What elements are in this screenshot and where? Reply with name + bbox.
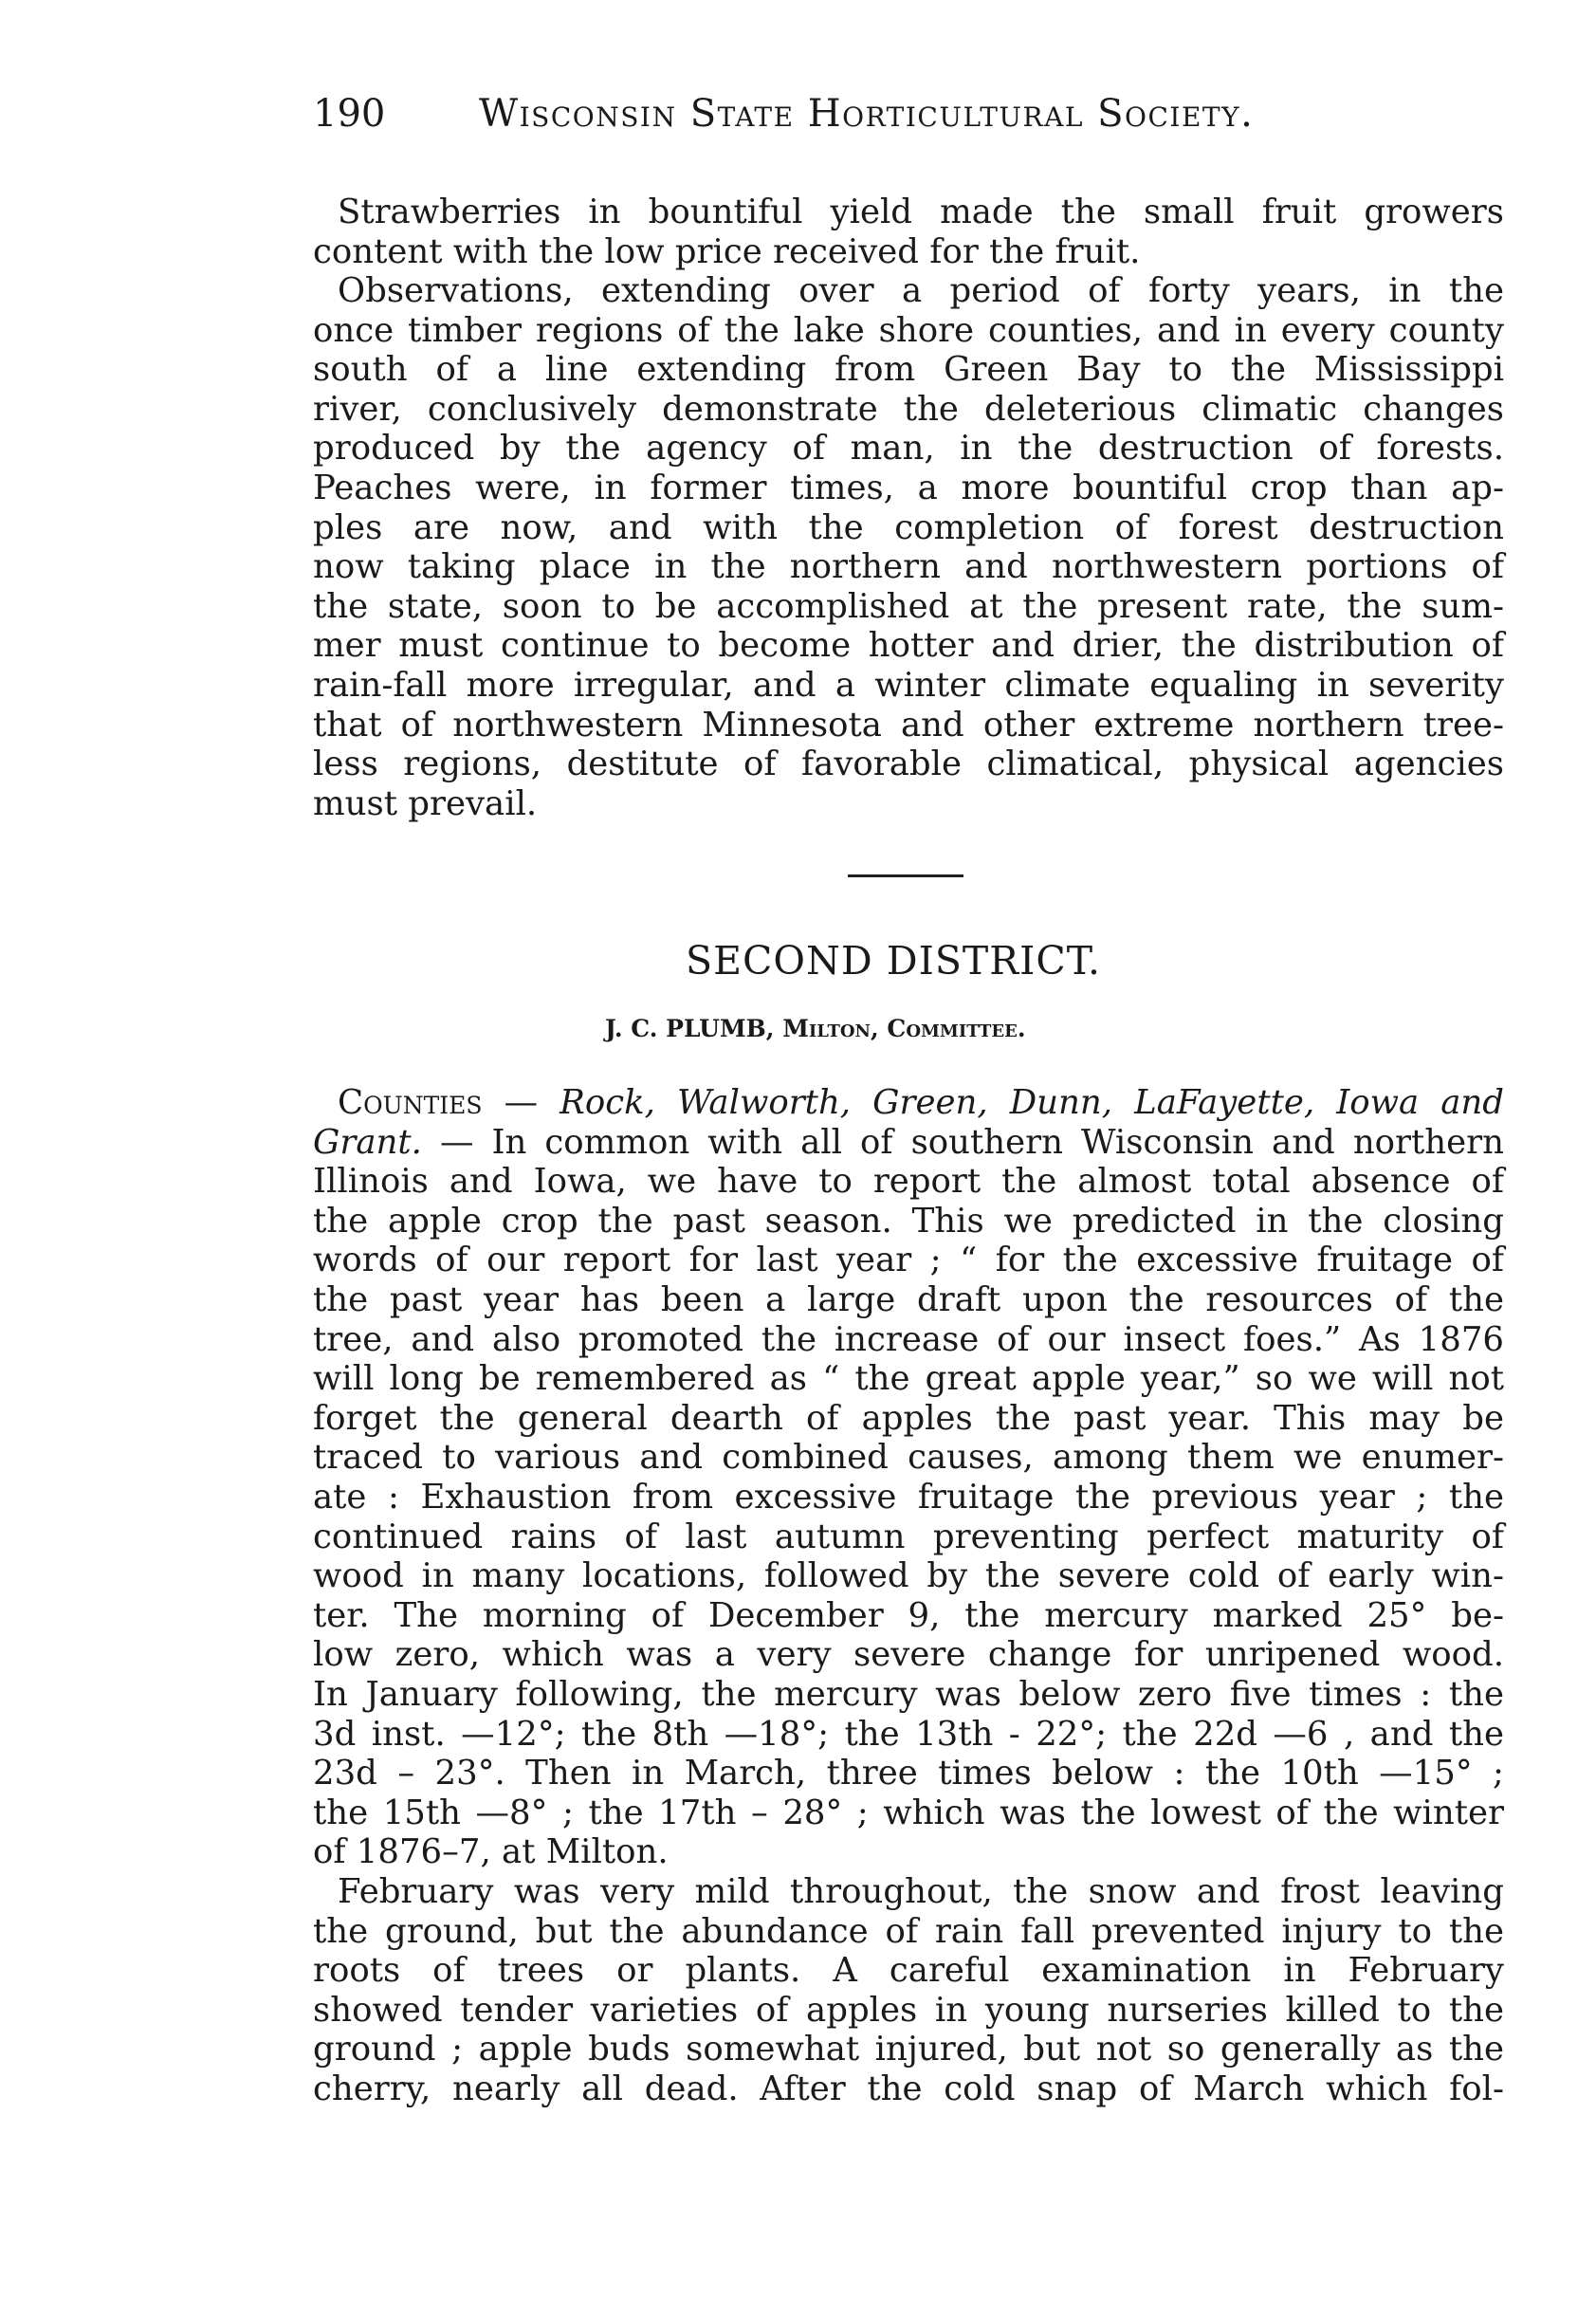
text-line: will long be remembered as “ the great apple year,” so we will not	[313, 1359, 1504, 1399]
text-line: continued rains of last autumn preventing perfect maturity of	[313, 1517, 1504, 1556]
counties-line-2	[313, 1123, 1504, 1163]
text-line: cherry, nearly all dead. After the cold snap of March which fol-	[313, 2069, 1504, 2108]
text-line: content with the low price received for the fruit.	[313, 231, 1141, 271]
text-line: ate : Exhaustion from excessive fruitage the previous year ; the	[313, 1477, 1504, 1517]
text-line: roots of trees or plants. A careful examination in February	[313, 1951, 1504, 1991]
text-line: traced to various and combined causes, among them we enumer-	[313, 1438, 1504, 1478]
text-line: the ground, but the abundance of rain fall prevented injury to the	[313, 1911, 1504, 1951]
counties-line-2-text: — In common with all of southern Wisconsin and northern	[421, 1122, 1504, 1162]
text-line: wood in many locations, followed by the severe cold of early win-	[313, 1556, 1504, 1596]
text-line: Strawberries in bountiful yield made the small fruit growers	[338, 193, 1504, 231]
text-line: now taking place in the northern and northwestern portions of	[313, 547, 1504, 587]
text-line: forget the general dearth of apples the past year. This may be	[313, 1398, 1504, 1438]
text-line: river, conclusively demonstrate the deleterious climatic changes	[313, 389, 1504, 429]
paragraph-counties	[313, 1083, 1504, 1162]
text-line: ples are now, and with the completion of forest destruction	[313, 507, 1504, 547]
counties-line-1	[313, 1083, 1504, 1123]
running-header	[313, 85, 1510, 142]
page-number: 190	[313, 92, 386, 136]
text-line: the 15th —8° ; the 17th – 28° ; which was the lowest of the winter	[313, 1793, 1504, 1832]
text-line: In January following, the mercury was below zero five times : the	[313, 1674, 1504, 1714]
paragraph-observations	[313, 271, 1504, 823]
text-line: low zero, which was a very severe change for unripened wood.	[313, 1635, 1504, 1675]
text-line: produced by the agency of man, in the destruction of forests.	[313, 429, 1504, 469]
text-line: February was very mild throughout, the snow and frost leaving	[338, 1872, 1504, 1911]
counties-names: Rock, Walworth, Green, Dunn, LaFayette, Iowa and	[560, 1083, 1504, 1122]
text-line: mer must continue to become hotter and drier, the distribution of	[313, 626, 1504, 666]
counties-label: Counties	[338, 1083, 483, 1122]
text-line: the past year has been a large draft upon the resources of the	[313, 1279, 1504, 1319]
text-line: Illinois and Iowa, we have to report the almost total absence of	[313, 1162, 1504, 1202]
text-line: words of our report for last year ; “ for the excessive fruitage of	[313, 1241, 1504, 1280]
text-line: ter. The morning of December 9, the mercury marked 25° be-	[313, 1595, 1504, 1635]
section-divider	[848, 874, 963, 877]
text-line: tree, and also promoted the increase of our insect foes.” As 1876	[313, 1319, 1504, 1359]
text-line: less regions, destitute of favorable climatical, physical agencies	[313, 745, 1504, 784]
text-line: 3d inst. —12°; the 8th —18°; the 13th - 22°; the 22d —6 , and the	[313, 1714, 1504, 1754]
section-heading: SECOND DISTRICT.	[686, 938, 1102, 984]
paragraph-apple-crop	[313, 1162, 1504, 1872]
text-line: that of northwestern Minnesota and other extreme northern tree-	[313, 705, 1504, 745]
committee-place: Milton, Committee.	[782, 1015, 1026, 1042]
committee-line	[605, 1011, 1231, 1047]
text-line: rain-fall more irregular, and a winter climate equaling in severity	[313, 665, 1504, 705]
text-line: Peaches were, in former times, a more bountiful crop than ap-	[313, 468, 1504, 507]
text-line: must prevail.	[313, 783, 538, 823]
counties-names-cont: Grant.	[313, 1122, 422, 1162]
text-line: once timber regions of the lake shore counties, and in every county	[313, 310, 1504, 350]
text-line: ground ; apple buds somewhat injured, but not so generally as the	[313, 2030, 1504, 2069]
committee-name: J. C. PLUMB,	[605, 1015, 775, 1042]
text-line: of 1876–7, at Milton.	[313, 1832, 669, 1872]
text-line: showed tender varieties of apples in young nurseries killed to the	[313, 1990, 1504, 2030]
text-line: Observations, extending over a period of forty years, in the	[338, 271, 1504, 310]
text-line: south of a line extending from Green Bay to the Mississippi	[313, 350, 1504, 390]
text-line: the apple crop the past season. This we predicted in the closing	[313, 1201, 1504, 1241]
counties-dash: —	[482, 1083, 560, 1122]
paragraph-strawberries	[313, 193, 1504, 271]
running-title: Wisconsin State Horticultural Society.	[479, 92, 1255, 136]
paragraph-february	[313, 1872, 1504, 2109]
text-line: 23d – 23°. Then in March, three times below : the 10th —15° ;	[313, 1754, 1504, 1793]
text-line: the state, soon to be accomplished at the present rate, the sum-	[313, 586, 1504, 626]
